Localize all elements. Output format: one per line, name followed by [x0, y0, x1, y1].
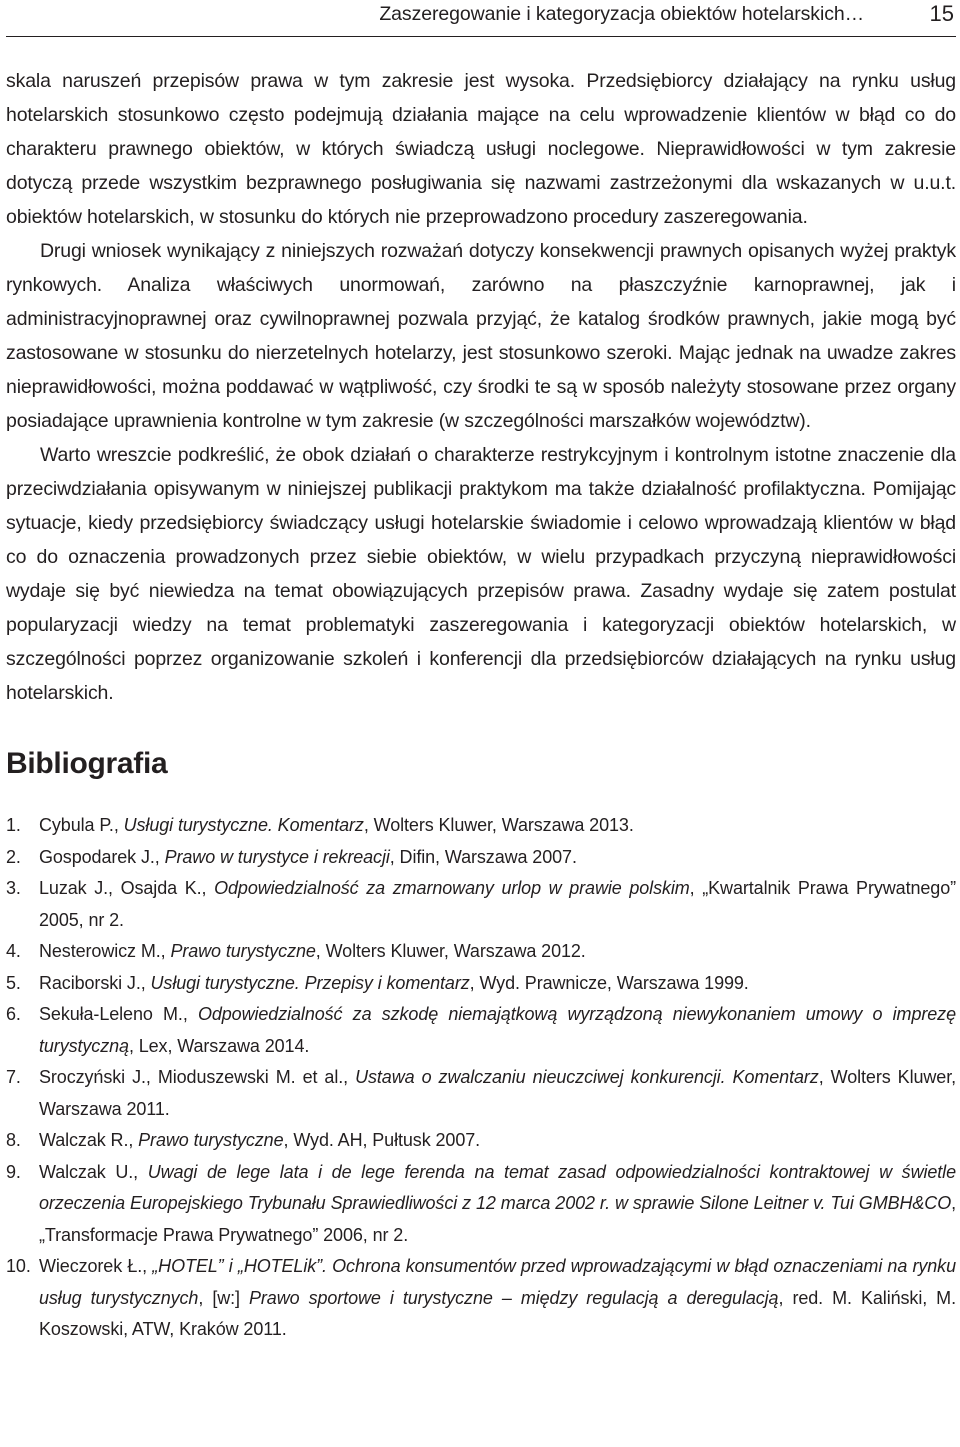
bibliography-item — [6, 810, 956, 842]
bibliography-item — [6, 1062, 956, 1125]
item-details: , „Transformacje Prawa Prywatnego” 2006, nr 2. — [39, 1193, 956, 1245]
paragraph: Warto wreszcie podkreślić, że obok działań o charakterze restrykcyjnym i kontrolnym istotne znaczenie dla przeciwdziałania opisywanym w niniejszej publikacji praktykom ma także działalność profilaktyczna. Pomijając sytuacje, kiedy przedsiębiorcy świadczący usługi hotelarskie świadomie i celowo wprowadzają klientów w błąd co do oznaczenia prowadzonych przez siebie obiektów, w wielu przypadkach przyczyną nieprawidłowości wydaje się być niewiedza na temat obowiązujących przepisów prawa. Zasadny wydaje się zatem postulat popularyzacji wiedzy na temat problematyki zaszeregowania i kategoryzacji obiektów hotelarskich, w szczególności poprzez organizowanie szkoleń i konferencji dla przedsiębiorców działających na rynku usług hotelarskich. — [6, 444, 956, 704]
item-title: Prawo turystyczne — [138, 1130, 284, 1150]
item-details: , Wolters Kluwer, Warszawa 2013. — [363, 815, 634, 835]
item-author: Cybula P., — [39, 815, 124, 835]
item-author: Walczak R., — [39, 1130, 139, 1150]
item-number: 8. — [6, 1130, 21, 1150]
bibliography-item — [6, 968, 956, 1000]
item-number: 1. — [6, 815, 21, 835]
item-number: 9. — [6, 1161, 21, 1182]
item-number: 6. — [6, 1004, 21, 1024]
bibliography-item — [6, 999, 956, 1062]
bibliography-item — [6, 936, 956, 968]
item-title: Prawo w turystyce i rekreacji — [164, 846, 390, 867]
item-author: Nesterowicz M., — [39, 941, 171, 961]
item-author: Walczak U., — [39, 1161, 148, 1182]
item-author: Wieczorek Ł., — [39, 1256, 153, 1276]
item-title: Ustawa o zwalczaniu nieuczciwej konkurencji. Komentarz — [355, 1067, 819, 1087]
item-details: , Lex, Warszawa 2014. — [128, 1035, 310, 1056]
bibliography-item — [6, 1251, 956, 1346]
item-title: Odpowiedzialność za szkodę niemajątkową wyrządzoną niewykonaniem umowy o imprezę turystyczną — [39, 1004, 956, 1056]
item-author: Luzak J., Osajda K., — [39, 878, 215, 898]
item-title: Odpowiedzialność za zmarnowany urlop w prawie polskim — [214, 878, 690, 898]
item-title: Uwagi de lege lata i de lege ferenda na temat zasad odpowiedzialności kontraktowej w świetle orzeczenia Europejskiego Trybunału Sprawiedliwości z 12 marca 2002 r. w sprawie Silone Leitner v. Tui GMBH&CO — [39, 1161, 956, 1213]
item-details: , [w:] — [198, 1287, 249, 1308]
item-number: 3. — [6, 878, 21, 898]
item-number: 2. — [6, 846, 21, 867]
body-text — [6, 64, 956, 710]
item-author: Sroczyński J., Mioduszewski M. et al., — [39, 1067, 356, 1087]
paragraph: skala naruszeń przepisów prawa w tym zakresie jest wysoka. Przedsiębiorcy działający na rynku usług hotelarskich stosunkowo często podejmują działania mające na celu wprowadzenie klientów w błąd co do charakteru prawnego obiektów, w których świadczą usługi noclegowe. Nieprawidłowości w tym zakresie dotyczą przede wszystkim bezprawnego posługiwania się nazwami zastrzeżonymi dla wskazanych w u.u.t. obiektów hotelarskich, w stosunku do których nie przeprowadzono procedury zaszeregowania. — [6, 70, 956, 228]
page-number: 15 — [929, 1, 954, 26]
running-title: Zaszeregowanie i kategoryzacja obiektów hotelarskich… — [379, 3, 864, 25]
item-title: Prawo turystyczne — [170, 941, 316, 961]
item-details: , Wolters Kluwer, Warszawa 2012. — [315, 941, 586, 961]
item-details: , „Kwartalnik Prawa Prywatnego” 2005, nr 2. — [39, 878, 957, 930]
bibliography-item — [6, 873, 956, 936]
item-number: 10. — [6, 1256, 31, 1276]
item-number: 4. — [6, 941, 21, 961]
bibliography-item — [6, 1125, 956, 1157]
item-book-details: , red. M. Kaliński, M. Koszowski, ATW, Kraków 2011. — [39, 1287, 956, 1339]
item-number: 7. — [6, 1067, 21, 1087]
bibliography-heading: Bibliografia — [6, 747, 168, 780]
item-title: „HOTEL” i „HOTELik”. Ochrona konsumentów przed wprowadzającymi w błąd oznaczeniami na rynku usług turystycznych — [39, 1256, 956, 1308]
item-details: , Wolters Kluwer, Warszawa 2011. — [39, 1067, 957, 1119]
bibliography-list — [6, 810, 956, 1346]
item-title: Usługi turystyczne. Przepisy i komentarz — [150, 972, 470, 993]
item-title: Usługi turystyczne. Komentarz — [123, 815, 364, 835]
item-details: , Wyd. AH, Pułtusk 2007. — [283, 1130, 481, 1150]
item-details: , Difin, Warszawa 2007. — [389, 846, 577, 867]
item-author: Sekuła-Leleno M., — [39, 1004, 198, 1024]
item-author: Raciborski J., — [39, 972, 151, 993]
item-book-title: Prawo sportowe i turystyczne – między regulacją a deregulacją — [248, 1287, 779, 1308]
running-header — [6, 0, 956, 37]
bibliography-item — [6, 842, 956, 874]
paragraph: Drugi wniosek wynikający z niniejszych rozważań dotyczy konsekwencji prawnych opisanych wyżej praktyk rynkowych. Analiza właściwych unormowań, zarówno na płaszczyźnie karnoprawnej, jak i administracyjnoprawnej oraz cywilnoprawnej pozwala przyjąć, że katalog środków prawnych, jakie mogą być zastosowane w stosunku do nierzetelnych hotelarzy, jest stosunkowo szeroki. Mając jednak na uwadze zakres nieprawidłowości, można poddawać w wątpliwość, czy środki te są w sposób należyty stosowane przez organy posiadające uprawnienia kontrolne w tym zakresie (w szczególności marszałków województw). — [6, 240, 956, 432]
bibliography-item — [6, 1157, 956, 1252]
item-number: 5. — [6, 972, 21, 993]
item-details: , Wyd. Prawnicze, Warszawa 1999. — [469, 972, 749, 993]
item-author: Gospodarek J., — [39, 846, 165, 867]
